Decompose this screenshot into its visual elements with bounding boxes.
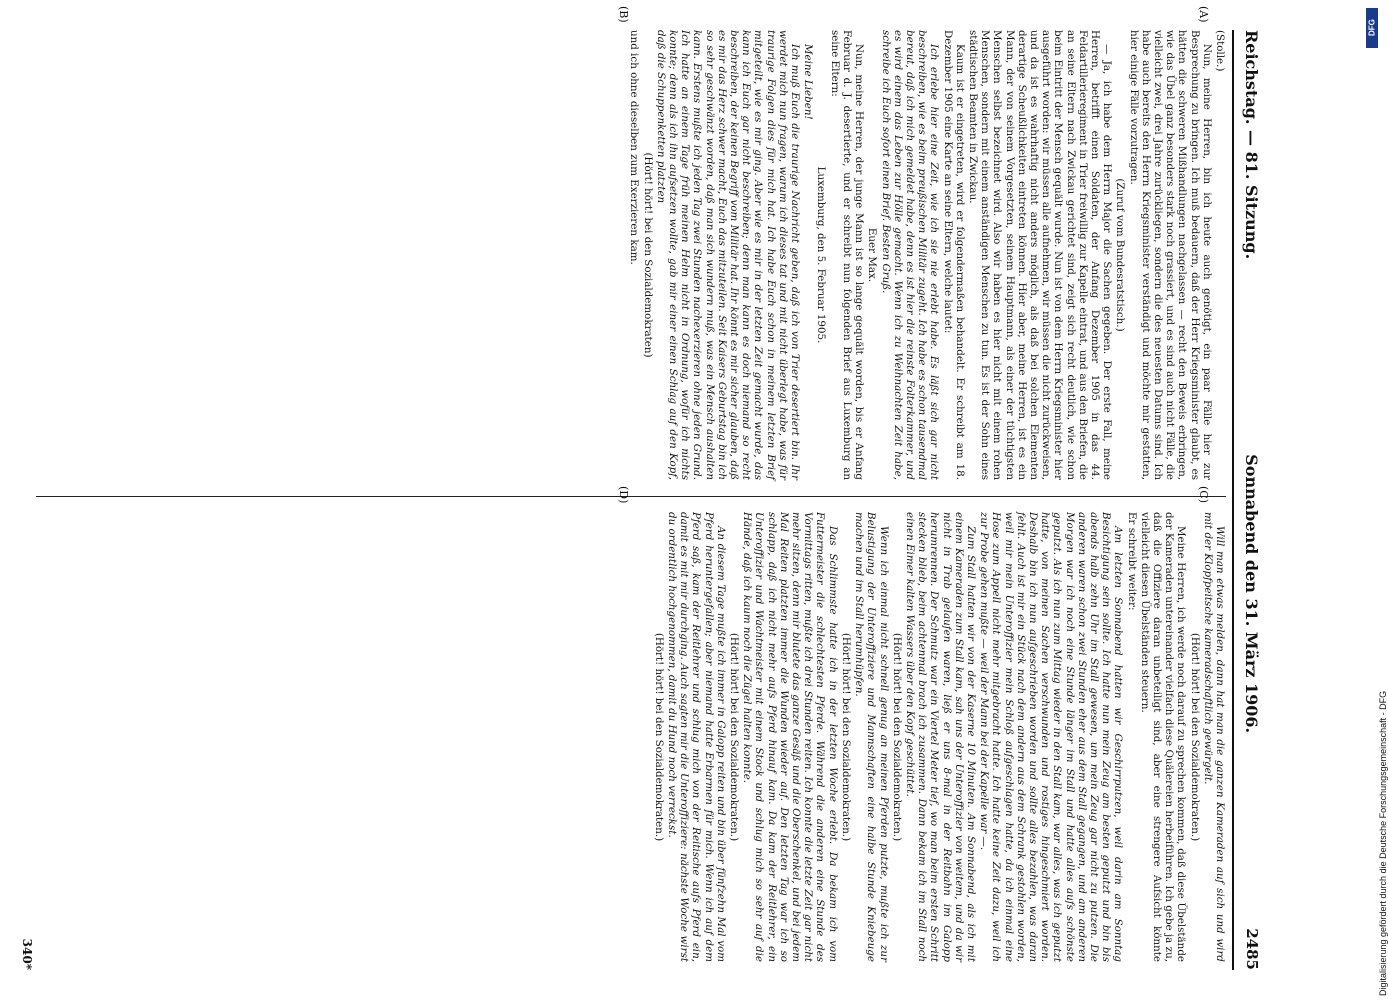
page-body: [20, 6, 1270, 970]
right-paragraph: Will man etwas melden, dann hat man die ganzen Kameraden auf sich und wird mit der Klopfpeitsche kameradschaftlich gewürgelt.: [1201, 512, 1226, 962]
left-paragraph: Nun, meine Herren, der junge Mann ist so lange gequält worden, bis er Anfang Februar d. J. desertierte, und er schreibt nun folgenden Brief aus Luxemburg an seine Eltern:: [828, 30, 866, 480]
dfg-logo: DFG: [1366, 8, 1378, 48]
margin-marker-d: (D): [617, 486, 630, 504]
left-paragraph: (Stolle.): [1214, 30, 1226, 72]
margin-marker-b: (B): [617, 6, 630, 23]
left-paragraph: Nun, meine Herren, bin ich heute auch genötigt, ein paar Fälle hier zur Besprechung zu bringen. Ich muß bedauern, daß der Herr Kriegsminister glaubt, es hätten die schweren Mißhandlungen nachgelassen — recht den Beweis erbringen, wie das Übel ganz besonders stark noch grassiert, und es sind auch nicht Fälle, die vielleicht zwei, drei Jahre zurückliegen, sondern die des neuesten Datums sind. Ich habe auch bereits den Herrn Kriegsminister verständigt und möchte mir gestatten, hier einige Fälle vorzutragen.: [1127, 30, 1213, 480]
left-paragraph: — Ja, ich habe dem Herrn Major die Sachen gegeben. Der erste Fall, meine Herren, betrifft einen Soldaten, der Anfang Dezember 1905 in das 44. Feldartillerieregiment in Trier freiwillig zur Kapelle eintrat, und aus den Briefen, die an seine Eltern nach Zwickau gerichtet sind, zeigt sich recht deutlich, wie schon beim Eintritt der Mensch gequält wurde. Nun ist von dem Herrn Kriegsminister hier ausgeführt worden: wir müssen alle aufnehmen, wir müssen die nicht zurückweisen, und da ist es wahrhaftig nicht anders möglich, als daß bei solchen Elementen derartige Scheußlichkeiten eintreten können. Hier aber, meine Herren, ist es ein Mann, der von seinem Vorgesetzten, seinem Hauptmann, als einer der tüchtigsten Menschen selbst bezeichnet wird. Also wir haben es hier nicht mit einem rohen Menschen, sondern mit einem anständigen Menschen zu tun. Es ist der Sohn eines städtischen Beamten in Zwickau.: [966, 30, 1114, 480]
page-header: [1232, 30, 1270, 970]
right-paragraph: (Hört! hört! bei den Sozialdemokraten.): [890, 632, 903, 842]
left-paragraph: Euer Max.: [866, 227, 879, 283]
header-left: Reichstag. — 81. Sitzung.: [1242, 30, 1262, 260]
right-paragraph: Wenn ich einmal nicht schnell genug an meinen Pferden putzte, mußte ich zur Belustigung der Unteroffiziere und Mannschaften eine halbe Stunde Kniebeuge machen und im Stall herumhüpfen.: [853, 512, 890, 962]
right-paragraph: An diesem Tage mußte ich immer in Galopp reiten und bin über fünfzehn Mal vom Pferd heruntergefallen; aber niemand hatte Erbarmen für mich. Wenn ich auf dem Pferd saß, kam der Reitlehrer und schlug mich von der Reitische aufs Pferd ein, damit es mit mir durchging. Auch sagten mir die Unteroffiziere: nächste Woche wirst du ordentlich hochgenommen, damit du Hund noch verreckst.: [666, 512, 727, 962]
right-paragraph: Am letzten Sonnabend hatten wir Geschirrputzen, weil darin am Sonntag Besichtigung sein sollte. Ich hatte nun mein Zeug am besten geputzt und bin bis abends halb zehn Uhr im Stall gewesen, um mein Zeug gar nicht zu putzen. Die anderen waren schon zwei Stunden eher aus dem Stall gegangen, und am anderen Morgen war ich noch eine Stunde länger im Stall und hatte alles aufs schönste geputzt. Als ich nun zum Mittag wieder in den Stall kam, war alles, was ich geputzt hatte, von meinen Sachen verschwunden und rostiges hingeschmiert worden. Deshalb bin ich nun aufgeschrieben worden und sollte alles bezahlen, was daran fehlt. Auch ist mir ein Stück nach dem andern aus dem Schrank gestohlen worden, weil mir mein Unteroffizier mein Schloß aufgeschlagen hatte, da ich einmal eine Hose zum Appell nicht mehr mitgebracht hatte. Ich hatte keine Zeit dazu, weil ich zur Probe gehen mußte — weil der Mann bei der Kapelle war —.: [978, 512, 1125, 962]
right-paragraph: (Hört! hört! bei den Sozialdemokraten.): [652, 632, 665, 842]
right-paragraph: Er schreibt weiter:: [1125, 512, 1138, 611]
left-paragraph: (Hört! hört! bei den Sozialdemokraten): [641, 152, 654, 358]
margin-marker-a: (A): [1197, 6, 1210, 23]
right-paragraph: (Hört! hört! bei den Sozialdemokraten.): [839, 632, 852, 842]
left-paragraph: Luxemburg, den 5. Februar 1905.: [815, 166, 828, 344]
left-paragraph: und ich ohne dieselben zum Exerzieren kam.: [628, 30, 641, 265]
right-paragraph: Meine Herren, ich werde noch darauf zu sprechen kommen, daß diese Übelstände der Kameraden untereinander vielfach diese Quälereien herbeiführen. Ich gebe ja zu, daß die Offiziere daran unbeteiligt sind, aber eine strengere Aufsicht könnte vielleicht diesen Übelständen steuern.: [1138, 512, 1188, 962]
left-paragraph: Ich erlebe hier eine Zeit, wie ich sie nie erlebt habe. Es läßt sich gar nicht beschreiben, wie es beim preußischen Militär zugeht. Ich habe es schon tausendmal bereut, daß ich mich gemeldet habe, denn es ist hier die reinste Folterkammer, und es wird einem das Leben zur Hölle gemacht. Wenn ich zu Weihnachten Zeit habe, schreibe ich Euch sofort einen Brief. Besten Gruß.: [879, 30, 941, 480]
right-column: [36, 512, 1226, 962]
right-paragraph: (Hört! hört! bei den Sozialdemokraten.): [728, 632, 741, 842]
right-paragraph: Das Schlimmste hatte ich in der letzten Woche erlebt. Da bekam ich vom Futtermeister die schlechtesten Pferde. Während die anderen eine Stunde des Vormittags ritten, mußte ich drei Stunden reiten. Ich konnte die letzte Zeit gar nicht mehr sitzen, denn mir blutete das ganze Gesäß und die Oberschenkel, und bei jedem Mal Reiten platzten immer die Wunden wieder auf. Den letzten Tag war ich so schlapp, daß ich nicht mehr aufs Pferd hinauf kam. Da kam der Reitlehrer, ein Unteroffizier und Wachtmeister mit einem Stock und schlug mich so sehr auf die Hände, daß ich kaum noch die Zügel halten konnte.: [741, 512, 839, 962]
left-paragraph: Meine Lieben!: [802, 44, 815, 120]
digitization-sidebar: [1360, 0, 1388, 1000]
header-date: Sonnabend den 31. März 1906.: [1242, 454, 1262, 734]
page-number: 2485: [1243, 928, 1261, 970]
right-paragraph: Zum Stall hatten wir von der Kaserne 10 Minuten. Am Sonnabend, als ich mit einem Kameraden zum Stall kam, sah uns der Unteroffizier von weitem, und da wir nicht in Trab gelaufen waren, ließ er uns 8-mal in der Reitbahn im Galopp herumrennen. Der Schmutz war ein Viertel Meter tief, wo man beim ersten Schritt stecken blieb, beim achtenmal brach ich zusammen. Dann bekam ich im Stall noch einen Eimer kalten Wassers über den Kopf geschüttet.: [903, 512, 977, 962]
footer-number: 340*: [20, 938, 34, 970]
margin-marker-c: (C): [1197, 486, 1210, 503]
left-column: [36, 30, 1226, 480]
digitization-credit: Digitalisierung gefördert durch die Deutsche Forschungsgemeinschaft - DFG: [1378, 690, 1388, 996]
left-paragraph: (Zuruf vom Bundesratstisch.): [1114, 178, 1127, 332]
left-paragraph: Ich muß Euch die traurige Nachricht geben, daß ich von Trier desertiert bin. Ihr werdet mich nun fragen, warum ich dieses tat und mit nicht überlegt habe, was für traurige Folgen dies für mich hat. Ich habe Euch schon in meinem letzten Brief mitgeteilt, wie es mir ging. Aber wie es mir in der letzten Zeit gemacht wurde, das kann ich Euch gar nicht beschreiben; denn man kann es doch niemand so recht beschreiben, der keinen Begriff vom Militär hat. Ihr könnt es mir sicher glauben, daß es mir das Herz schwer macht, Euch das mitzuteilen. Seit Kaisers Geburtstag bin ich so sehr geschwänzt worden, daß man sich wundern muß, was ein Mensch aushalten kann. Erstens mußte ich jeden Tag zwei Stunden nachexerzieren ohne jeden Grund. Ich hatte an einem Tage früh meinen Helm nicht in Ordnung, wofür ich nichts konnte; denn als ich ihn aufsetzen wollte, gab mir einer einen Schlag auf den Kopf, daß die Schuppenketten platzten: [654, 30, 802, 480]
right-paragraph: (Hört! hört! bei den Sozialdemokraten.): [1188, 632, 1201, 842]
left-paragraph: Kaum ist er eingetreten, wird er folgendermaßen behandelt. Er schreibt am 18. Dezember 1905 eine Karte an seine Eltern, welche lautet:: [941, 30, 966, 480]
column-divider: [36, 496, 1226, 497]
